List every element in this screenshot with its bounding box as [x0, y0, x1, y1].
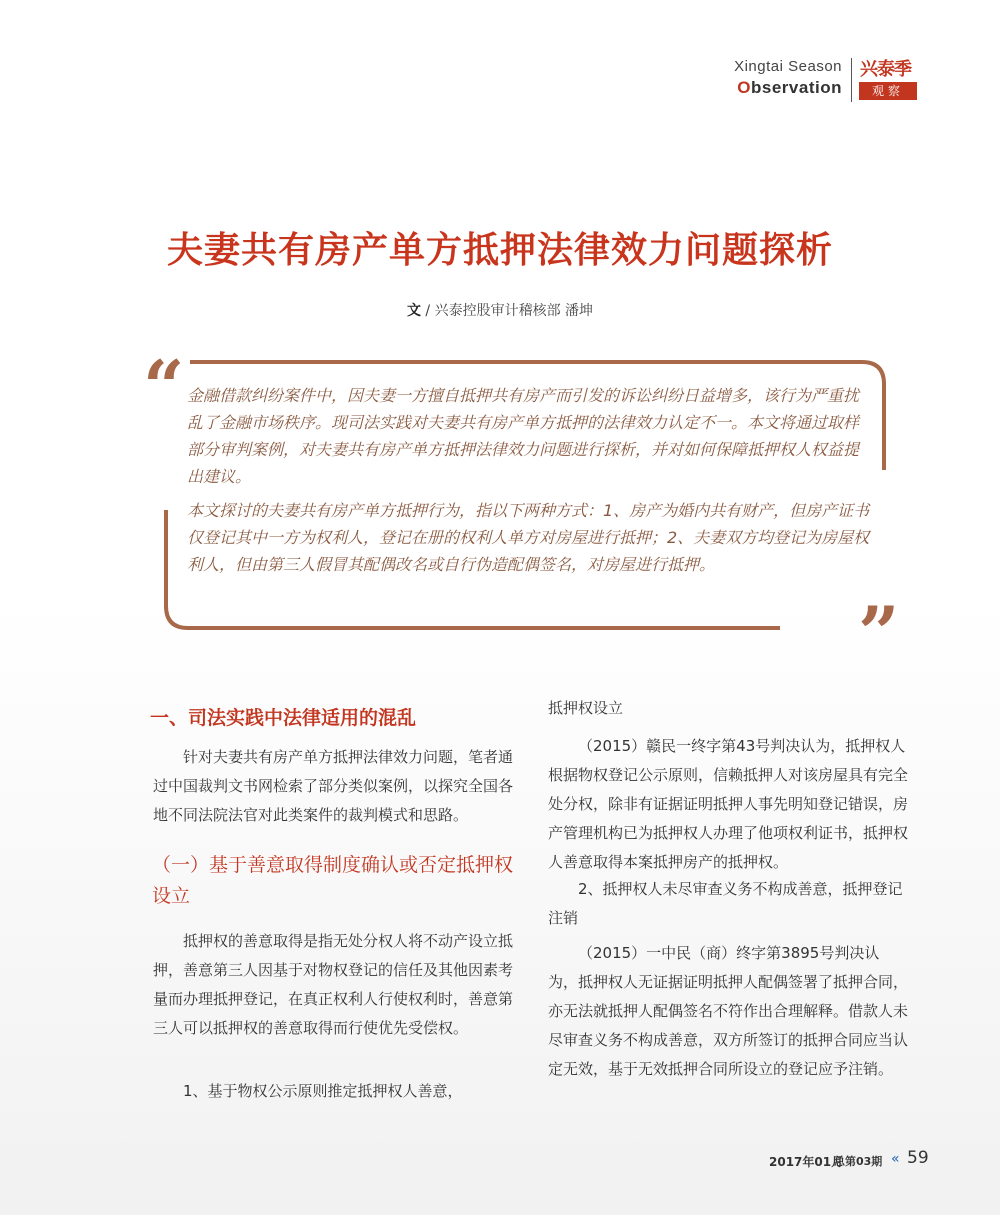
body-paragraph: （2015）赣民一终字第43号判决认为，抵押权人根据物权登记公示原则，信赖抵押人对该房屋具有完全处分权，除非有证据证明抵押人事先明知登记错误，房产管理机构已为抵押权人办理了他项权利证书，抵押权人善意取得本案抵押房产的抵押权。 — [548, 737, 909, 871]
issue-date: 2017年01月 — [769, 1155, 844, 1169]
left-paragraph-2 — [153, 927, 513, 1043]
abstract-paragraph-2: 本文探讨的夫妻共有房产单方抵押行为，指以下两种方式：1、房产为婚内共有财产，但房产证书仅登记其中一方为权利人，登记在册的权利人单方对房屋进行抵押；2、夫妻双方均登记为房屋权利人，但由第三人假冒其配偶改名或自行伪造配偶签名，对房屋进行抵押。 — [187, 501, 870, 574]
body-paragraph: 针对夫妻共有房产单方抵押法律效力问题，笔者通过中国裁判文书网检索了部分类似案例，以探究全国各地不同法院法官对此类案件的裁判模式和思路。 — [153, 748, 514, 824]
brand-logo: 兴泰季 — [860, 59, 911, 80]
section-tag: 观察 — [859, 82, 917, 100]
issue-number: 总第03期 — [834, 1155, 883, 1168]
header-english-title: Xingtai Season — [734, 58, 842, 75]
right-paragraph-0 — [548, 694, 908, 723]
left-paragraph-1 — [153, 743, 513, 830]
header-section-rest: bservation — [751, 78, 842, 97]
right-paragraph-2 — [548, 875, 908, 933]
page-number: 59 — [907, 1148, 929, 1168]
byline-prefix: 文 — [406, 303, 421, 319]
article-title: 夫妻共有房产单方抵押法律效力问题探析 — [166, 229, 833, 271]
close-quote-icon: ” — [858, 590, 900, 675]
open-quote-icon: “ — [143, 344, 185, 429]
abstract-paragraph-1: 金融借款纠纷案件中，因夫妻一方擅自抵押共有房产而引发的诉讼纠纷日益增多，该行为严重扰乱了金融市场秩序。现司法实践对夫妻共有房产单方抵押的法律效力认定不一。本文将通过取样部分审判案例，对夫妻共有房产单方抵押法律效力问题进行探析，并对如何保障抵押权人权益提出建议。 — [187, 386, 860, 486]
subsection-heading-1: （一）基于善意取得制度确认或否定抵押权设立 — [152, 854, 514, 907]
right-paragraph-3 — [548, 939, 908, 1084]
right-paragraph-1 — [548, 732, 908, 877]
body-paragraph: 抵押权设立 — [548, 699, 624, 717]
body-paragraph: 2、抵押权人未尽审查义务不构成善意，抵押登记注销 — [548, 880, 903, 927]
left-paragraph-3 — [153, 1077, 513, 1106]
section-heading-1: 一、司法实践中法律适用的混乱 — [150, 707, 417, 729]
body-paragraph: （2015）一中民（商）终字第3895号判决认为，抵押权人无证据证明抵押人配偶签署了抵押合同，亦无法就抵押人配偶签名不符作出合理解释。借款人未尽审查义务不构成善意，双方所签订的抵押合同应当认定无效，基于无效抵押合同所设立的登记应予注销。 — [548, 944, 909, 1078]
body-paragraph: 1、基于物权公示原则推定抵押权人善意， — [183, 1082, 463, 1100]
body-paragraph: 抵押权的善意取得是指无处分权人将不动产设立抵押，善意第三人因基于对物权登记的信任及其他因素考量而办理抵押登记，在真正权利人行使权利时，善意第三人可以抵押权的善意取得而行使优先受偿权。 — [153, 932, 514, 1037]
header-initial: O — [737, 78, 752, 97]
byline-author: / 兴泰控股审计稽核部 潘坤 — [420, 303, 594, 319]
double-left-arrow-icon: « — [891, 1151, 900, 1167]
